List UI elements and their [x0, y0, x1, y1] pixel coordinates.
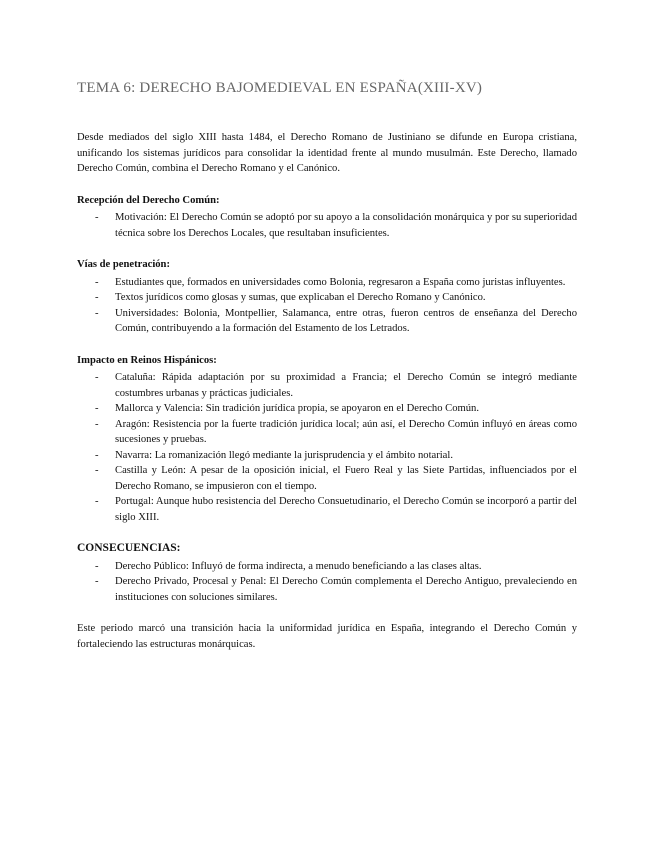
- section-recepcion: [77, 193, 577, 242]
- section-heading: CONSECUENCIAS:: [77, 542, 181, 554]
- dash-bullet: -: [95, 276, 99, 288]
- section-vias: [77, 257, 577, 337]
- list-item-text: Aragón: Resistencia por la fuerte tradición jurídica local; aún así, el Derecho Común influyó en áreas como sucesiones y pruebas.: [115, 418, 577, 445]
- closing-paragraph: Este periodo marcó una transición hacia la uniformidad jurídica en España, integrando el Derecho Común y fortaleciendo las estructuras monárquicas.: [77, 623, 577, 650]
- list-item: [77, 306, 577, 337]
- section-heading: Impacto en Reinos Hispánicos:: [77, 354, 217, 366]
- bullet-list: [77, 275, 577, 337]
- dash-bullet: -: [95, 465, 99, 476]
- document-title: TEMA 6: DERECHO BAJOMEDIEVAL EN ESPAÑA(XIII-XV): [77, 80, 483, 96]
- dash-bullet: -: [95, 212, 99, 223]
- intro-paragraph: Desde mediados del siglo XIII hasta 1484, el Derecho Romano de Justiniano se difunde en Europa cristiana, unificando los sistemas jurídicos para consolidar la identidad frente al mundo musulmán. Este Derecho, llamado Derecho Común, combina el Derecho Romano y el Canónico.: [77, 132, 577, 174]
- section-impacto: [77, 353, 577, 526]
- dash-bullet: -: [95, 496, 99, 507]
- list-item: [77, 559, 577, 575]
- list-item: [77, 210, 577, 241]
- list-item-text: Universidades: Bolonia, Montpellier, Salamanca, entre otras, fueron centros de enseñanza del Derecho Común, contribuyendo a la formación del Estamento de los Letrados.: [115, 307, 577, 334]
- list-item-text: Textos jurídicos como glosas y sumas, que explicaban el Derecho Romano y Canónico.: [115, 292, 486, 303]
- dash-bullet: -: [95, 449, 99, 461]
- list-item: [77, 401, 577, 417]
- list-item-text: Estudiantes que, formados en universidades como Bolonia, regresaron a España como juristas influyentes.: [115, 276, 566, 288]
- bullet-list: [77, 370, 577, 525]
- list-item: [77, 494, 577, 525]
- list-item-text: Derecho Privado, Procesal y Penal: El Derecho Común complementa el Derecho Antiguo, prevaleciendo en instituciones con soluciones similares.: [115, 576, 577, 603]
- list-item: [77, 574, 577, 605]
- list-item: [77, 290, 577, 306]
- list-item: [77, 275, 577, 291]
- list-item: [77, 370, 577, 401]
- list-item-text: Navarra: La romanización llegó mediante la jurisprudencia y el ámbito notarial.: [115, 449, 453, 461]
- dash-bullet: -: [95, 576, 99, 587]
- bullet-list: [77, 210, 577, 241]
- document-body: [77, 130, 577, 652]
- section-heading: Vías de penetración:: [77, 259, 170, 270]
- section-consecuencias: [77, 541, 577, 605]
- bullet-list: [77, 559, 577, 606]
- list-item-text: Cataluña: Rápida adaptación por su proximidad a Francia; el Derecho Común se integró mediante costumbres urbanas y prácticas judiciales.: [115, 372, 577, 399]
- list-item: [77, 463, 577, 494]
- list-item-text: Motivación: El Derecho Común se adoptó por su apoyo a la consolidación monárquica y por su superioridad técnica sobre los Derechos Locales, que resultaban insuficientes.: [115, 212, 577, 239]
- list-item-text: Derecho Público: Influyó de forma indirecta, a menudo beneficiando a las clases altas.: [115, 560, 482, 572]
- dash-bullet: -: [95, 372, 99, 383]
- list-item-text: Mallorca y Valencia: Sin tradición jurídica propia, se apoyaron en el Derecho Común.: [115, 403, 479, 414]
- dash-bullet: -: [95, 418, 99, 430]
- dash-bullet: -: [95, 560, 99, 572]
- list-item: [77, 417, 577, 448]
- dash-bullet: -: [95, 403, 99, 414]
- dash-bullet: -: [95, 292, 99, 303]
- section-heading: Recepción del Derecho Común:: [77, 194, 220, 206]
- list-item-text: Portugal: Aunque hubo resistencia del Derecho Consuetudinario, el Derecho Común se incorporó a partir del siglo XIII.: [115, 496, 577, 523]
- dash-bullet: -: [95, 307, 99, 319]
- list-item: [77, 448, 577, 464]
- list-item-text: Castilla y León: A pesar de la oposición inicial, el Fuero Real y las Siete Partidas, influenciados por el Derecho Romano, se impusieron con el tiempo.: [115, 465, 577, 492]
